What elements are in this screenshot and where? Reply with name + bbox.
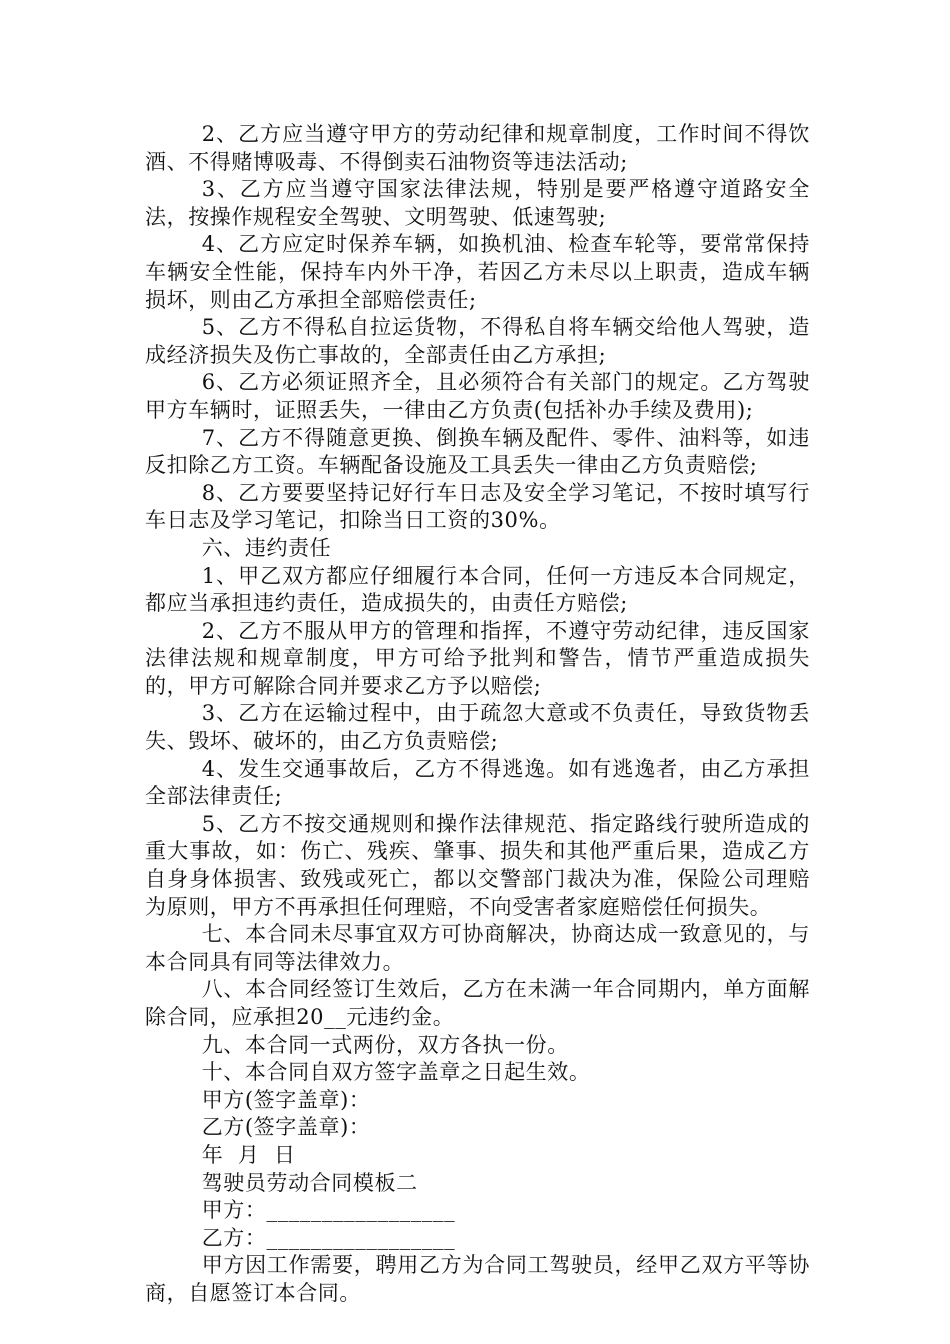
date-line: 年 月 日 xyxy=(201,1142,296,1167)
clause-3: 3、乙方应当遵守国家法律法规，特别是要严格遵守道路安全法，按操作规程安全驾驶、文明驾驶、低速驾驶; xyxy=(145,177,810,229)
section-ten: 十、本合同自双方签字盖章之日起生效。 xyxy=(201,1060,591,1085)
clause-7: 7、乙方不得随意更换、倒换车辆及配件、零件、油料等，如违反扣除乙方工资。车辆配备设施及工具丢失一律由乙方负责赔偿; xyxy=(145,425,810,478)
clause-6: 6、乙方必须证照齐全，且必须符合有关部门的规定。乙方驾驶甲方车辆时，证照丢失，一律由乙方负责(包括补办手续及费用); xyxy=(145,370,810,422)
section-heading-breach: 六、违约责任 xyxy=(201,535,332,560)
clause-2: 2、乙方应当遵守甲方的劳动纪律和规章制度，工作时间不得饮酒、不得赌博吸毒、不得倒卖石油物资等违法活动; xyxy=(145,122,810,174)
party-a-signature: 甲方(签字盖章)： xyxy=(201,1087,371,1112)
document-body xyxy=(145,121,810,1308)
breach-clause-1: 1、甲乙双方都应仔细履行本合同，任何一方违反本合同规定，都应当承担违约责任，造成损失的，由责任方赔偿; xyxy=(145,563,810,616)
party-b-signature: 乙方(签字盖章)： xyxy=(201,1115,371,1140)
clause-4: 4、乙方应定时保养车辆，如换机油、检查车轮等，要常常保持车辆安全性能，保持车内外干净，若因乙方未尽以上职责，造成车辆损坏，则由乙方承担全部赔偿责任; xyxy=(145,232,810,312)
breach-clause-3: 3、乙方在运输过程中，由于疏忽大意或不负责任，导致货物丢失、毁坏、破坏的，由乙方负责赔偿; xyxy=(145,701,810,754)
breach-clause-5: 5、乙方不按交通规则和操作法律规范、指定路线行驶所造成的重大事故，如：伤亡、残疾、肇事、损失和其他严重后果，造成乙方自身身体损害、致残或死亡，都以交警部门裁决为准，保险公司理赔为原则，甲方不再承担任何理赔，不向受害者家庭赔偿任何损失。 xyxy=(145,811,810,919)
breach-clause-4: 4、发生交通事故后，乙方不得逃逸。如有逃逸者，由乙方承担全部法律责任; xyxy=(145,756,810,809)
section-nine: 九、本合同一式两份，双方各执一份。 xyxy=(201,1032,569,1057)
clause-8: 8、乙方要要坚持记好行车日志及安全学习笔记，不按时填写行车日志及学习笔记，扣除当日工资的30%。 xyxy=(145,480,810,533)
section-eight: 八、本合同经签订生效后，乙方在未满一年合同期内，单方面解除合同，应承担20__元违约金。 xyxy=(145,977,810,1029)
clause-5: 5、乙方不得私自拉运货物，不得私自将车辆交给他人驾驶，造成经济损失及伤亡事故的，全部责任由乙方承担; xyxy=(145,315,810,367)
template-two-title: 驾驶员劳动合同模板二 xyxy=(201,1170,418,1195)
party-b-line: 乙方：_________________ xyxy=(201,1225,456,1250)
party-a-line: 甲方：_________________ xyxy=(201,1198,456,1223)
intro-paragraph: 甲方因工作需要，聘用乙方为合同工驾驶员，经甲乙双方平等协商，自愿签订本合同。 xyxy=(145,1253,810,1305)
breach-clause-2: 2、乙方不服从甲方的管理和指挥，不遵守劳动纪律，违反国家法律法规和规章制度，甲方可给予批判和警告，情节严重造成损失的，甲方可解除合同并要求乙方予以赔偿; xyxy=(145,618,810,698)
section-seven: 七、本合同未尽事宜双方可协商解决，协商达成一致意见的，与本合同具有同等法律效力。 xyxy=(145,922,810,974)
